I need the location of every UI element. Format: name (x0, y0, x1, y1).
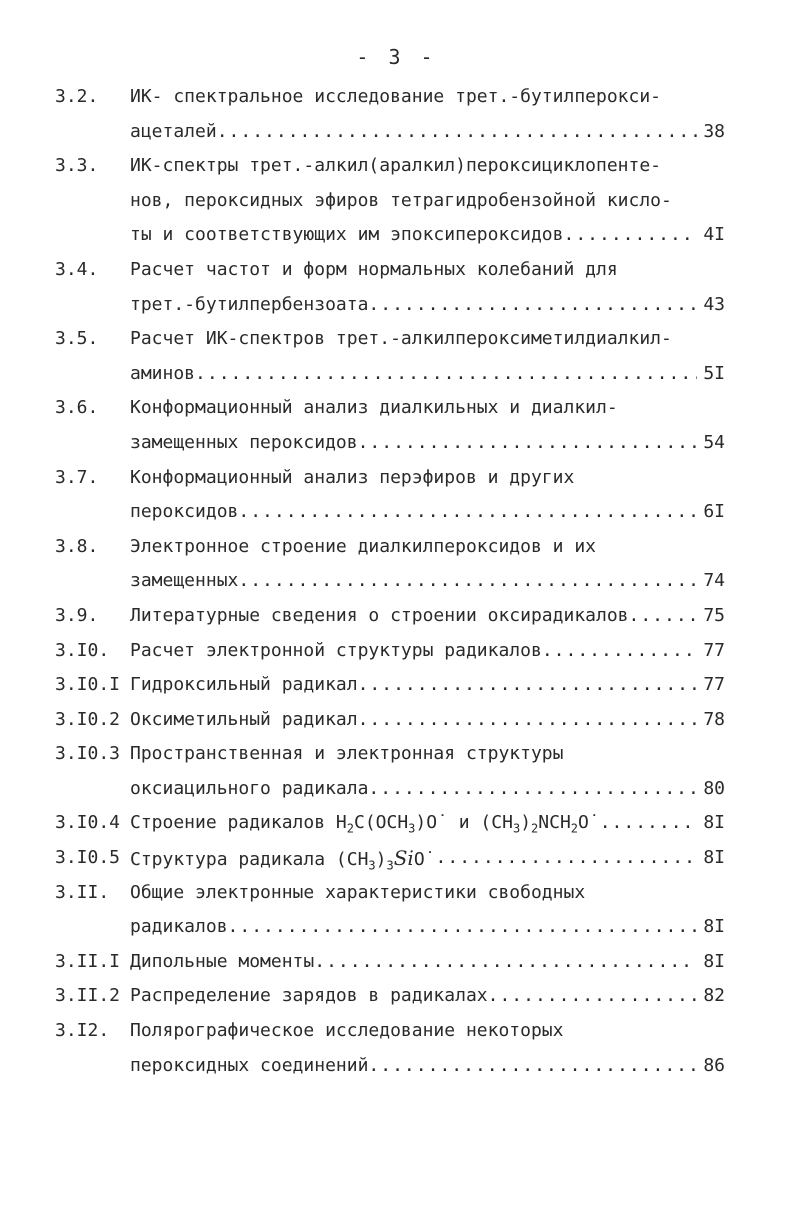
entry-text: замещенных пероксидов (130, 431, 358, 453)
toc-line (55, 115, 725, 150)
leader-line (130, 218, 725, 253)
formula-subscript: 2 (346, 822, 354, 837)
entry-text: пероксидов (130, 501, 239, 523)
page-ref: 86 (703, 1054, 725, 1076)
entry-text: ацеталей (130, 120, 217, 142)
page-ref: 8I (703, 950, 725, 972)
toc-line (55, 530, 725, 565)
formula-text: ) (375, 849, 387, 871)
dot-leader (358, 668, 698, 703)
leader-line (130, 564, 725, 599)
page-ref: 78 (703, 708, 725, 730)
entry-text (130, 806, 600, 841)
page-ref: 43 (703, 293, 725, 315)
entry-text: пероксидных соединений (130, 1054, 369, 1076)
entry-text: Расчет электронной структуры радикалов (130, 639, 542, 661)
entry-text (130, 841, 436, 878)
entry-text: Конформационный анализ перэфиров и других (130, 466, 575, 488)
formula-text: Строение радикалов H (130, 812, 347, 834)
section-number: 3.I0.3 (55, 743, 121, 765)
leader-line (130, 772, 725, 807)
formula-subscript: 3 (386, 858, 394, 873)
formula-symbol: Si (393, 846, 414, 871)
page-ref: 8I (703, 847, 725, 869)
section-number: 3.I0.I (55, 674, 121, 696)
entry-text: трет.-бутилпербензоата (130, 293, 369, 315)
dot-leader (195, 357, 697, 392)
section-number: 3.I0.4 (55, 812, 121, 834)
dot-leader (238, 495, 697, 530)
formula-text: NCH (538, 812, 571, 834)
formula-subscript: 3 (368, 858, 376, 873)
section-number: 3.II.I (55, 950, 121, 972)
entry-text: замещенных (130, 570, 239, 592)
section-number: 3.7. (55, 466, 99, 488)
page-ref: 4I (703, 224, 725, 246)
entry-text: ИК-спектры трет.-алкил(аралкил)пероксициклопенте- (130, 155, 662, 177)
formula-subscript: 3 (512, 822, 521, 837)
leader-line (130, 945, 725, 980)
formula-text: ) (520, 812, 532, 834)
formula-subscript: 2 (531, 822, 539, 837)
page-ref: 38 (703, 120, 725, 142)
leader-line (130, 288, 725, 323)
dot-leader (358, 426, 698, 461)
dot-leader (542, 634, 698, 669)
section-number: 3.8. (55, 535, 99, 557)
toc-line (55, 1049, 725, 1084)
toc-line (55, 979, 725, 1014)
toc-line (55, 945, 725, 980)
entry-text: ИК- спектральное исследование трет.-бутилперокси- (130, 86, 662, 107)
page-ref: 77 (703, 674, 725, 696)
page-ref: 8I (703, 812, 725, 834)
leader-line (130, 495, 725, 530)
toc-line (55, 564, 725, 599)
page-ref: 80 (703, 777, 725, 799)
page-ref: 82 (703, 985, 725, 1007)
entry-text: Конформационный анализ диалкильных и диалкил- (130, 397, 618, 419)
entry-text: Распределение зарядов в радикалах (130, 985, 488, 1007)
leader-line (130, 634, 725, 669)
dot-leader (488, 979, 698, 1014)
dot-leader (238, 564, 697, 599)
dot-leader (629, 599, 698, 634)
section-number: 3.I0.5 (55, 847, 121, 869)
entry-text: нов, пероксидных эфиров тетрагидробензойной кисло- (130, 189, 672, 211)
table-of-contents (55, 80, 725, 1083)
section-number: 3.9. (55, 604, 99, 626)
leader-line (130, 426, 725, 461)
page-ref: 54 (703, 431, 725, 453)
page-ref: 8I (703, 916, 725, 938)
entry-text: Общие электронные характеристики свободных (130, 881, 586, 903)
formula-text: Структура радикала (CH (130, 849, 369, 871)
toc-line (55, 218, 725, 253)
section-number: 3.I2. (55, 1020, 110, 1042)
toc-line (55, 357, 725, 392)
toc-line (55, 426, 725, 461)
leader-line (130, 668, 725, 703)
dot-leader (217, 115, 698, 150)
toc-line (55, 841, 725, 876)
toc-line (55, 80, 725, 115)
toc-line (55, 703, 725, 738)
dot-leader (368, 1049, 697, 1084)
leader-line (130, 703, 725, 738)
toc-line (55, 634, 725, 669)
toc-line (55, 599, 725, 634)
entry-text: Полярографическое исследование некоторых (130, 1020, 564, 1042)
toc-line (55, 1014, 725, 1049)
leader-line (130, 806, 725, 841)
section-number: 3.II.2 (55, 985, 121, 1007)
entry-text: Пространственная и электронная структуры (130, 743, 564, 765)
toc-line (55, 253, 725, 288)
entry-text: Гидроксильный радикал (130, 674, 358, 696)
entry-text: Дипольные моменты (130, 950, 315, 972)
toc-line (55, 461, 725, 496)
formula-subscript: 2 (570, 822, 579, 837)
dot-leader (314, 945, 697, 980)
section-number: 3.I0. (55, 639, 110, 661)
formula-subscript: 3 (408, 822, 416, 837)
dot-leader (368, 288, 697, 323)
entry-text: Электронное строение диалкилпероксидов и их (130, 535, 596, 557)
dot-leader (600, 806, 698, 841)
toc-line (55, 288, 725, 323)
formula-text: C(OCH (353, 812, 409, 834)
leader-line (130, 1049, 725, 1084)
toc-line (55, 910, 725, 945)
formula-text: )O˙ и (CH (415, 812, 513, 834)
entry-text: Расчет ИК-спектров трет.-алкилпероксиметилдиалкил- (130, 328, 672, 350)
section-number: 3.2. (55, 86, 99, 107)
page-ref: 74 (703, 570, 725, 592)
entry-text: оксиацильного радикала (130, 777, 369, 799)
section-number: 3.3. (55, 155, 99, 177)
toc-line (55, 149, 725, 184)
page-ref: 75 (703, 604, 725, 626)
dot-leader (368, 772, 697, 807)
entry-text: ты и соответствующих им эпоксипероксидов (130, 224, 564, 246)
toc-line (55, 322, 725, 357)
formula-text: O˙ (413, 849, 436, 871)
toc-line (55, 876, 725, 911)
leader-line (130, 599, 725, 634)
toc-line (55, 668, 725, 703)
leader-line (130, 357, 725, 392)
dot-leader (563, 218, 697, 253)
section-number: 3.5. (55, 328, 99, 350)
leader-line (130, 841, 725, 878)
page-ref: 77 (703, 639, 725, 661)
leader-line (130, 979, 725, 1014)
leader-line (130, 910, 725, 945)
page-number: - 3 - (356, 45, 437, 69)
dot-leader (358, 703, 698, 738)
entry-text: радикалов (130, 916, 228, 938)
leader-line (130, 115, 725, 150)
toc-line (55, 806, 725, 841)
entry-text: Оксиметильный радикал (130, 708, 358, 730)
dot-leader (228, 910, 698, 945)
entry-text: аминов (130, 362, 196, 384)
section-number: 3.I0.2 (55, 708, 121, 730)
section-number: 3.II. (55, 881, 110, 903)
section-number: 3.4. (55, 258, 99, 280)
entry-text: Литературные сведения о строении оксирадикалов (130, 604, 629, 626)
toc-line (55, 495, 725, 530)
toc-line (55, 184, 725, 219)
toc-line (55, 391, 725, 426)
dot-leader (436, 841, 698, 878)
page-ref: 5I (703, 362, 725, 384)
toc-line (55, 772, 725, 807)
toc-line (55, 737, 725, 772)
entry-text: Расчет частот и форм нормальных колебаний для (130, 258, 618, 280)
section-number: 3.6. (55, 397, 99, 419)
formula-text: O˙ (578, 812, 600, 834)
page-ref: 6I (703, 501, 725, 523)
